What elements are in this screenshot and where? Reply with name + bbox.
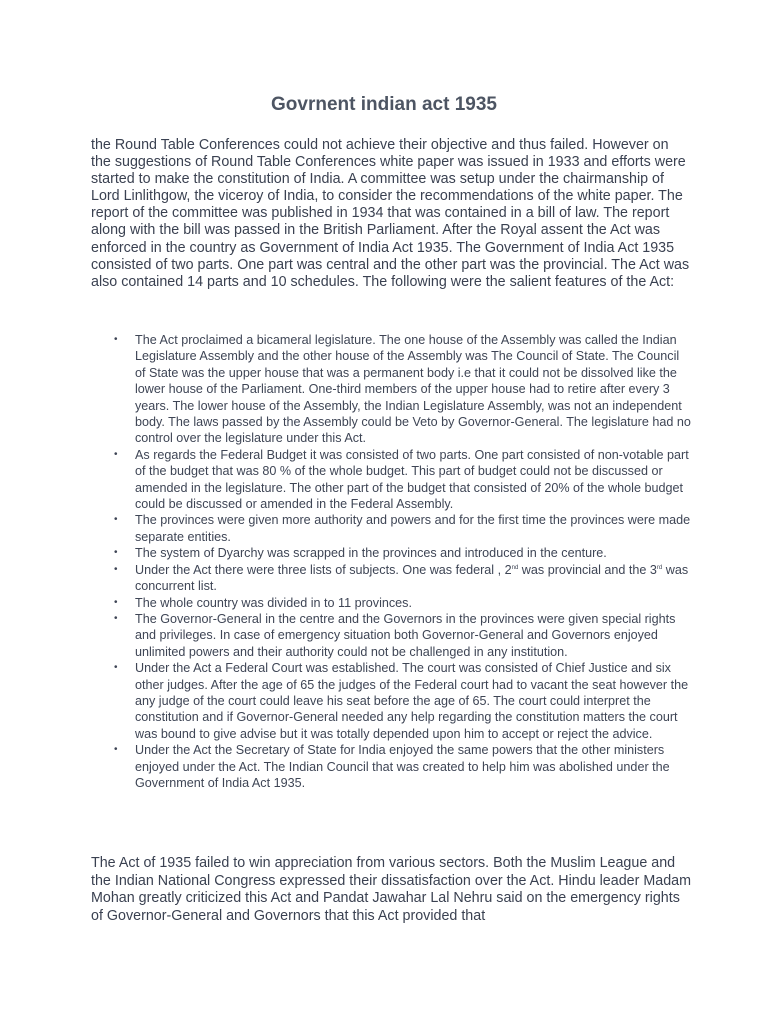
bullet-icon: • bbox=[114, 744, 118, 756]
list-item-text: The system of Dyarchy was scrapped in the provinces and introduced in the centure. bbox=[135, 546, 607, 561]
list-item-text-part: Under the Act there were three lists of subjects. One was federal , 2 bbox=[135, 562, 512, 577]
ordinal-suffix: nd bbox=[511, 564, 519, 571]
list-item bbox=[91, 545, 691, 561]
bullet-icon: • bbox=[114, 662, 118, 674]
list-item-text: The Act proclaimed a bicameral legislature. The one house of the Assembly was called the Indian Legislature Assembly and the other house of the Assembly was The Council of State. The Council of State was the upper house that was a permanent body i.e that it could not be dissolved like the lower house of the Parliament. One-third members of the upper house had to retire after every 3 years. The lower house of the Assembly, the Indian Legislature Assembly, was not an independent body. The laws passed by the Assembly could be Veto by Governor-General. The legislature had no control over the legislature under this Act. bbox=[135, 333, 691, 446]
intro-paragraph: the Round Table Conferences could not achieve their objective and thus failed. However on the suggestions of Round Table Conferences white paper was issued in 1933 and efforts were started to make the constitution of India. A committee was setup under the chairmanship of Lord Linlithgow, the viceroy of India, to consider the recommendations of the white paper. The report of the committee was published in 1934 that was contained in a bill of law. The report along with the bill was passed in the British Parliament. After the Royal assent the Act was enforced in the country as Government of India Act 1935. The Government of India Act 1935 consisted of two parts. One part was central and the other part was the provincial. The Act was also contained 14 parts and 10 schedules. The following were the salient features of the Act: bbox=[91, 137, 690, 290]
list-item bbox=[91, 742, 691, 791]
list-item-text: Under the Act the Secretary of State for India enjoyed the same powers that the other ministers enjoyed under the Act. The Indian Council that was created to help him was abolished under the Government of India Act 1935. bbox=[135, 743, 670, 790]
list-item-text bbox=[135, 563, 688, 593]
list-item-text: The provinces were given more authority and powers and for the first time the provinces were made separate entities. bbox=[135, 513, 691, 544]
list-item-text: Under the Act a Federal Court was established. The court was consisted of Chief Justice and six other judges. After the age of 65 the judges of the Federal court had to vacant the seat however the any judge of the court could leave his seat before the age of 65. The court could interpret the constitution and if Governor-General needed any help regarding the constitution matters the court was bound to give advise but it was totally depended upon him to accept or reject the advice. bbox=[135, 661, 689, 741]
document-title: Govrnent indian act 1935 bbox=[271, 94, 497, 115]
bullet-icon: • bbox=[114, 612, 118, 624]
list-item bbox=[91, 562, 691, 595]
bullet-icon: • bbox=[114, 448, 118, 460]
list-item-text-part: was concurrent list. bbox=[135, 562, 689, 594]
list-item-text: As regards the Federal Budget it was consisted of two parts. One part consisted of non-votable part of the budget that was 80 % of the whole budget. This part of budget could not be discussed or amended in the legislature. The other part of the budget that consisted of 20% of the whole budget could be discussed or amended in the Federal Assembly. bbox=[135, 447, 689, 512]
list-item bbox=[91, 332, 691, 447]
list-item bbox=[91, 512, 691, 545]
bullet-icon: • bbox=[114, 563, 118, 575]
bullet-icon: • bbox=[114, 514, 118, 526]
features-list bbox=[91, 332, 691, 791]
list-item-text-part: was provincial and the 3 bbox=[518, 562, 657, 577]
list-item-text: The whole country was divided in to 11 provinces. bbox=[135, 595, 412, 610]
list-item bbox=[91, 611, 691, 660]
bullet-icon: • bbox=[114, 596, 118, 608]
ordinal-suffix: rd bbox=[656, 564, 663, 571]
list-item-text: The Governor-General in the centre and the Governors in the provinces were given special rights and privileges. In case of emergency situation both Governor-General and Governors enjoyed unlimited powers and their authority could not be challenged in any institution. bbox=[135, 611, 676, 659]
bullet-icon: • bbox=[114, 547, 118, 559]
list-item bbox=[91, 660, 691, 742]
list-item bbox=[91, 447, 691, 513]
closing-paragraph: The Act of 1935 failed to win appreciation from various sectors. Both the Muslim League and the Indian National Congress expressed their dissatisfaction over the Act. Hindu leader Madam Mohan greatly criticized this Act and Pandat Jawahar Lal Nehru said on the emergency rights of Governor-General and Governors that this Act provided that bbox=[91, 855, 692, 924]
bullet-icon: • bbox=[114, 334, 118, 345]
list-item bbox=[91, 595, 691, 611]
